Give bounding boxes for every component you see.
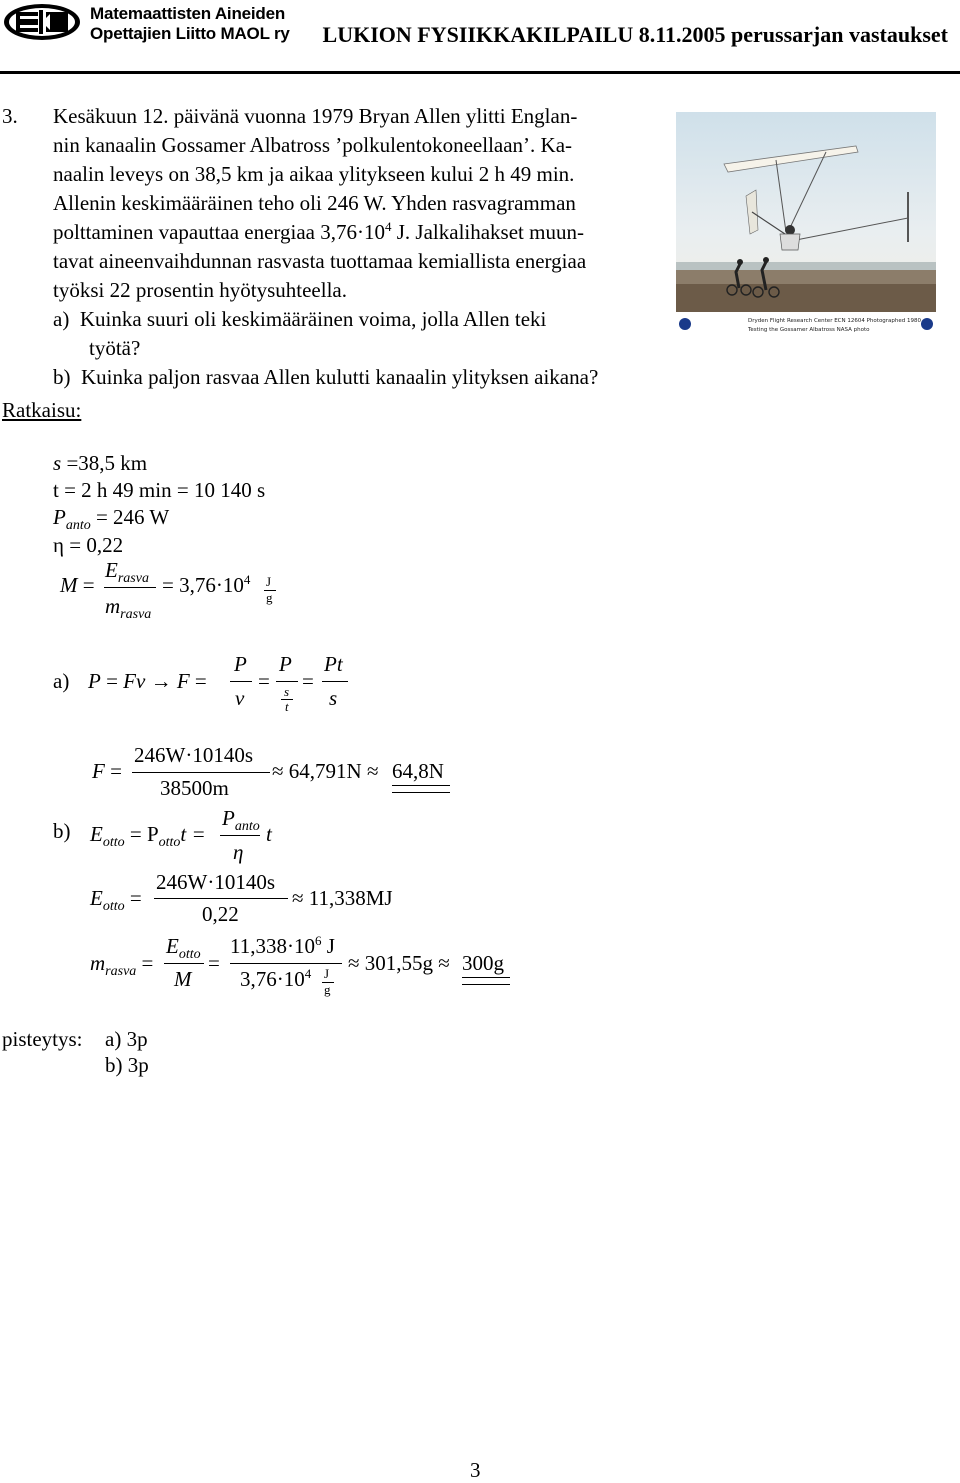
problem-line: nin kanaalin Gossamer Albatross ’polkulentokoneellaan’. Ka- [53,133,573,157]
m-lhs: $m_{rasva}$ = [90,951,154,979]
maol-logo-icon [2,2,82,42]
fraction-bar [104,587,156,588]
given-eta: η = 0,22 [53,533,124,557]
e-frac-den: η [233,840,244,864]
page-title: LUKION FYSIIKKAKILPAILU 8.11.2005 perussarjan vastaukset [322,22,948,47]
m-result: 300g [462,951,504,975]
m-f1-den: M [174,967,192,991]
question-a-cont: työtä? [89,336,141,360]
f1-num: P [234,652,247,676]
problem-text [53,102,598,392]
scoring-b: b) 3p [105,1053,149,1077]
fraction-bar [154,898,288,899]
e2-den: 0,22 [202,902,239,926]
org-name-line2: Opettajien Liitto MAOL ry [90,24,290,43]
problem-line: Kesäkuun 12. päivänä vuonna 1979 Bryan Allen ylitti Englan- [53,104,578,128]
part-a-eq: P = Fv → F = [88,669,207,693]
problem-line: työksi 22 prosentin hyötysuhteella. [53,278,347,302]
f-den: 38500m [160,776,229,800]
m-f1-num: $E_{otto}$ [166,934,201,962]
question-b: b) Kuinka paljon rasvaa Allen kulutti kanaalin ylityksen aikana? [53,365,599,389]
part-b-label: b) [53,819,71,843]
given-s: s =38,5 km [53,451,148,475]
m-approx: ≈ 301,55g ≈ [348,951,450,975]
equals: = [302,669,314,693]
given-m-den: $m_{rasva}$ [105,594,152,622]
fraction-bar [230,963,342,964]
given-t: t = 2 h 49 min = 10 140 s [53,478,266,502]
e2-lhs: $E_{otto}$ = [90,886,142,914]
f3-den: s [329,686,338,710]
page-number: 3 [470,1458,481,1482]
photo-caption: Dryden Flight Research Center ECN 12604 Photographed 1980 [748,318,922,324]
result-underline [462,977,510,985]
f-lhs: F = [92,759,122,783]
e-otto-eq: $E_{otto} = P_{otto}t$ = [90,822,206,850]
f2-den-num: s [284,684,290,699]
f2-den-den: t [285,699,289,714]
result-underline [392,785,450,793]
e2-result: ≈ 11,338MJ [292,886,393,910]
m-f2-den: $3,76\cdot 10^4$ [240,966,312,991]
f3-num: Pt [324,652,343,676]
equals: = [258,669,270,693]
solution-heading: Ratkaisu: [2,398,82,422]
problem-number: 3. [2,104,18,128]
question-a: a) Kuinka suuri oli keskimääräinen voima, jolla Allen teki [53,307,547,331]
unit-j: J [324,966,330,981]
problem-line: polttaminen vapauttaa energiaa $3,76\cdot 10^4$ J. Jalkalihakset muun- [53,219,584,244]
e-frac-num: $P_{anto}$ [222,806,260,834]
photo-caption: Testing the Gossamer Albatross NASA photo [748,327,870,333]
scoring-a: a) 3p [105,1027,148,1051]
part-a-label: a) [53,669,70,693]
fraction-bar [276,681,298,682]
fraction-bar [164,963,204,964]
unit-g: g [266,590,273,605]
given-m-num: $E_{rasva}$ [105,558,149,586]
header-divider [0,71,960,74]
f-num: 246W·10140s [134,743,253,767]
f-approx: ≈ 64,791N ≈ [272,759,379,783]
given-m-rhs: = $3,76\cdot 10^4$ [162,572,251,597]
unit-g: g [324,982,331,997]
given-p: $P_{anto} = 246$ W [53,505,170,533]
f-result: 64,8N [392,759,444,783]
f1-den: v [235,686,245,710]
m-eq2: = [208,951,220,975]
problem-line: tavat aineenvaihdunnan rasvasta tuottamaa kemiallista energiaa [53,249,587,273]
f2-num: P [279,652,292,676]
unit-j: J [266,574,272,589]
problem-line: naalin leveys on 38,5 km ja aikaa ylitykseen kului 2 h 49 min. [53,162,575,186]
e2-num: 246W·10140s [156,870,275,894]
gossamer-albatross-photo [676,112,936,336]
fraction-bar [220,835,260,836]
problem-line: Allenin keskimääräinen teho oli 246 W. Yhden rasvagramman [53,191,576,215]
scoring-label: pisteytys: [2,1027,83,1051]
given-m-lhs: M = [60,573,95,597]
fraction-bar [132,772,270,773]
m-f2-num: $11,338\cdot 10^6$ J [230,933,335,958]
fraction-bar [230,681,252,682]
e-t: t [266,822,272,846]
org-name-line1: Matemaattisten Aineiden [90,4,286,23]
fraction-bar [322,681,348,682]
